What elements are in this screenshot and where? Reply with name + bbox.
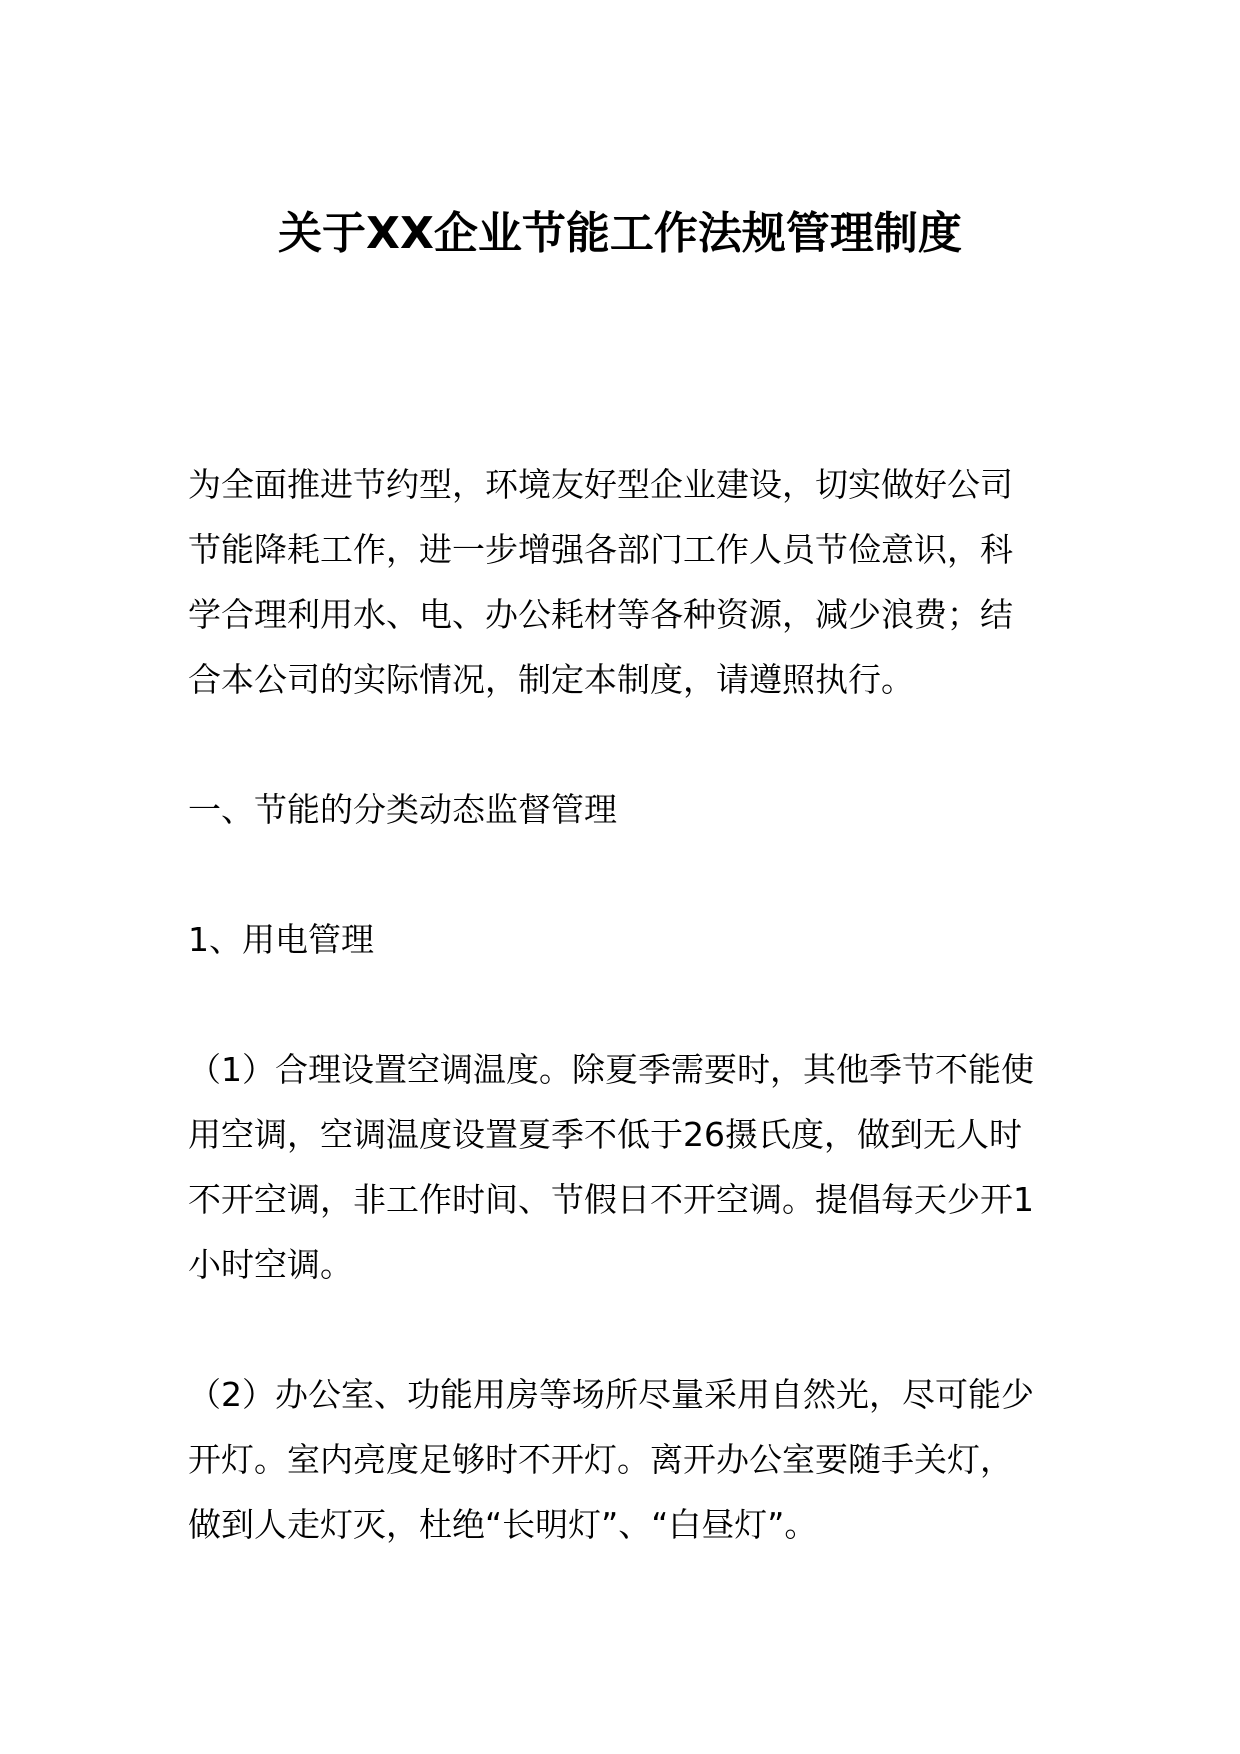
intro-paragraph [188,452,1068,712]
item-line: 开灯。室内亮度足够时不开灯。离开办公室要随手关灯， [188,1440,1013,1479]
item-line: 小时空调。 [188,1245,353,1284]
subsection-heading-text: 1、用电管理 [188,920,374,959]
item-line: （1）合理设置空调温度。除夏季需要时，其他季节不能使 [188,1050,1034,1089]
document-title: 关于XX企业节能工作法规管理制度 [278,208,962,259]
item-paragraph-2 [188,1362,1068,1557]
intro-line: 学合理利用水、电、办公耗材等各种资源，减少浪费；结 [188,595,1013,634]
item-paragraph-1 [188,1037,1068,1297]
item-line: 不开空调，非工作时间、节假日不开空调。提倡每天少开1 [188,1180,1034,1219]
intro-line: 合本公司的实际情况，制定本制度，请遵照执行。 [188,660,914,699]
document-body [188,452,1068,1622]
section-heading-text: 一、节能的分类动态监督管理 [188,790,617,829]
item-line: （2）办公室、功能用房等场所尽量采用自然光，尽可能少 [188,1375,1034,1414]
item-line: 用空调，空调温度设置夏季不低于26摄氏度，做到无人时 [188,1115,1022,1154]
section-heading [188,777,1068,842]
intro-line: 节能降耗工作，进一步增强各部门工作人员节俭意识，科 [188,530,1013,569]
subsection-heading [188,907,1068,972]
intro-line: 为全面推进节约型，环境友好型企业建设，切实做好公司 [188,465,1013,504]
item-line: 做到人走灯灭，杜绝“长明灯”、“白昼灯”。 [188,1505,818,1544]
